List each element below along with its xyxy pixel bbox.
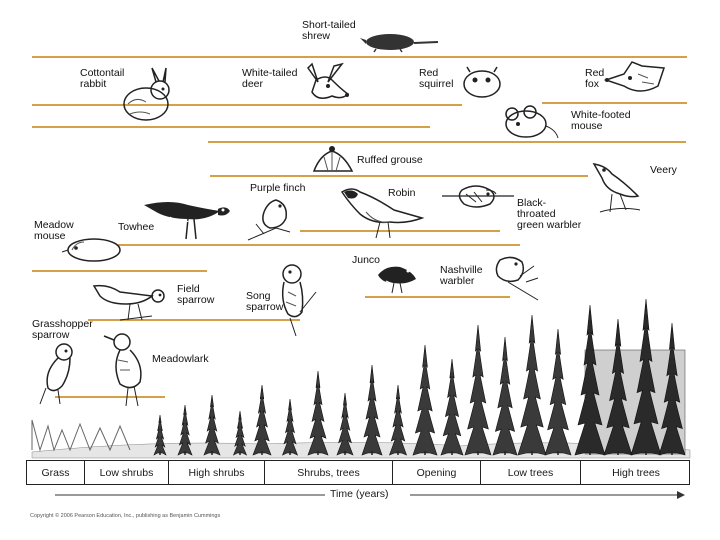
conifer-tree (413, 345, 437, 455)
label-line: Red (419, 67, 439, 79)
label-line: shrew (302, 30, 331, 42)
conifer-tree (441, 359, 463, 455)
label-line: throated (517, 208, 556, 220)
label-line: green warbler (517, 219, 582, 231)
label-line: sparrow (177, 294, 215, 306)
label-line: mouse (34, 230, 66, 242)
stage-low-trees: Low trees (481, 461, 581, 484)
label-line: Short-tailed (302, 19, 356, 31)
stage-shrubs-trees: Shrubs, trees (265, 461, 393, 484)
label-line: Meadow (34, 219, 74, 231)
label-line: warbler (440, 275, 475, 287)
label-junco: Junco (352, 254, 381, 266)
stage-opening: Opening (393, 461, 481, 484)
label-towhee: Towhee (118, 221, 155, 233)
label-robin: Robin (388, 187, 416, 199)
conifer-tree (362, 365, 382, 455)
label-line: Black- (517, 197, 547, 209)
stage-grass: Grass (27, 461, 85, 484)
conifer-tree (545, 329, 571, 455)
label-line: squirrel (419, 78, 454, 90)
label-veery: Veery (650, 164, 677, 176)
stage-high-shrubs: High shrubs (169, 461, 265, 484)
conifer-tree (518, 315, 546, 455)
label-line: sparrow (32, 329, 70, 341)
conifer-tree (465, 325, 491, 455)
label-line: Cottontail (80, 67, 125, 79)
copyright-text: Copyright © 2006 Pearson Education, Inc., publishing as Benjamin Cummings (30, 513, 221, 519)
stage-high-trees: High trees (612, 466, 660, 479)
label-line: sparrow (246, 301, 284, 313)
conifer-tree (493, 337, 517, 455)
label-meadowlark: Meadowlark (152, 353, 209, 365)
stage-low-shrubs: Low shrubs (85, 461, 169, 484)
label-line: mouse (571, 120, 603, 132)
label-line: Field (177, 283, 200, 295)
label-ruffed-grouse: Ruffed grouse (357, 154, 423, 166)
label-line: White-footed (571, 109, 631, 121)
label-line: Nashville (440, 264, 483, 276)
label-line: Song (246, 290, 271, 302)
label-purple-finch: Purple finch (250, 182, 306, 194)
succession-stage-bar (26, 460, 690, 485)
time-axis-label: Time (years) (330, 488, 389, 500)
label-line: fox (585, 78, 600, 90)
label-line: Grasshopper (32, 318, 93, 330)
label-line: White-tailed (242, 67, 298, 79)
label-line: Red (585, 67, 605, 79)
label-line: deer (242, 78, 264, 90)
label-line: rabbit (80, 78, 107, 90)
